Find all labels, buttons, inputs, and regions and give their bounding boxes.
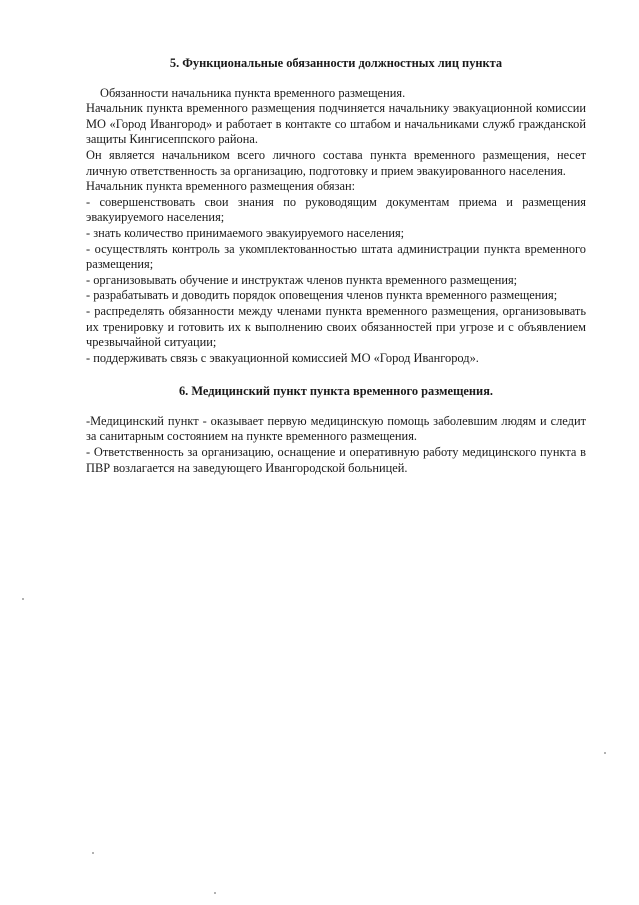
section-5-list-item: - поддерживать связь с эвакуационной комиссией МО «Город Ивангород». (86, 350, 479, 365)
scan-speck (604, 752, 606, 754)
scan-speck (92, 852, 94, 854)
section-5-list-item: - распределять обязанности между членами пункта временного размещения, организовывать их тренировку и готовить их к выполнению своих обязанностей при угрозе и с объявлением чрезвычайной ситуации; (86, 303, 586, 350)
section-6-paragraph: -Медицинский пункт - оказывает первую медицинскую помощь заболевшим людям и следит за санитарным состоянием на пункте временного размещения. (86, 413, 586, 444)
section-5-title: 5. Функциональные обязанности должностных лиц пункта (169, 56, 503, 70)
scan-speck (22, 598, 24, 600)
section-5-list-item: - совершенствовать свои знания по руководящим документам приема и размещения эвакуируемого населения; (86, 194, 586, 225)
document-body (86, 56, 586, 476)
section-5-list-item: - организовывать обучение и инструктаж членов пункта временного размещения; (86, 272, 518, 287)
section-6-title: 6. Медицинский пункт пункта временного размещения. (178, 384, 493, 399)
section-5-paragraph: Он является начальником всего личного состава пункта временного размещения, несет личную ответственность за организацию, подготовку и прием эвакуированного населения. (86, 147, 586, 178)
section-5-list-item: - знать количество принимаемого эвакуируемого населения; (86, 225, 405, 240)
section-6-paragraph: - Ответственность за организацию, оснащение и оперативную работу медицинского пункта в ПВР возлагается на заведующего Ивангородской больницей. (86, 445, 586, 475)
section-5-paragraph: Обязанности начальника пункта временного размещения. (100, 85, 406, 100)
section-5-list-item: - осуществлять контроль за укомплектованностью штата администрации пункта временного размещения; (86, 241, 586, 272)
scan-speck (214, 892, 216, 894)
section-5-list-item: - разрабатывать и доводить порядок оповещения членов пункта временного размещения; (86, 288, 558, 303)
section-5-paragraph: Начальник пункта временного размещения обязан: (86, 179, 356, 194)
section-5-paragraph: Начальник пункта временного размещения подчиняется начальнику эвакуационной комиссии МО «Город Ивангород» и работает в контакте со штабом и начальниками служб гражданской защиты Кингисеппского района. (86, 101, 586, 147)
